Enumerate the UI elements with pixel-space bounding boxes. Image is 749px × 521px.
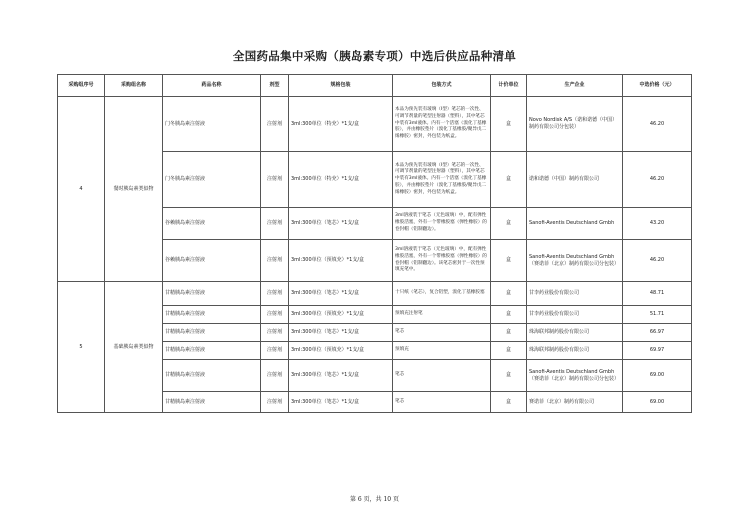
unit: 盒 (491, 360, 527, 392)
pack-method: 本品为预先装有玻璃（I型）笔芯的一次性、可调节剂量的笔型注射器（塑料），其中笔芯中装有3ml液体。内有一个活塞（溴化丁基橡胶），并由橡胶垫片（溴化丁基橡胶/聚异戊二烯橡胶）密封，外包装为纸盒。 (393, 97, 491, 152)
pack-method: 预填充 (393, 342, 491, 360)
price: 43.20 (623, 208, 692, 240)
header-unit: 计价单位 (491, 75, 527, 97)
unit: 盒 (491, 392, 527, 413)
spec: 3ml:300单位（特充）*1支/盒 (289, 97, 393, 152)
maker: 赛诺菲（北京）制药有限公司 (527, 392, 623, 413)
unit: 盒 (491, 240, 527, 282)
pack-method: 笔芯 (393, 324, 491, 342)
pack-method: 3ml溶液装于笔芯（无色玻璃）中，配有弹性橡胶活塞，外有一个带橡胶塞（弹性橡胶）的卷封帽（铝制翻边）。该笔芯密封于一次性预填充笔中。 (393, 240, 491, 282)
maker: Novo Nordisk A/S（诺和诺德（中国）制药有限公司分包装） (527, 97, 623, 152)
table-header-row (58, 75, 692, 97)
price: 51.71 (623, 306, 692, 324)
pack-method: 本品为预先装有玻璃（I型）笔芯的一次性、可调节剂量的笔型注射器（塑料），其中笔芯中装有3ml液体。内有一个活塞（溴化丁基橡胶），并由橡胶垫片（溴化丁基橡胶/聚异戊二烯橡胶）密封，外包装为纸盒。 (393, 152, 491, 208)
unit: 盒 (491, 324, 527, 342)
unit: 盒 (491, 342, 527, 360)
pack-method: 笔芯 (393, 392, 491, 413)
spec: 3ml:300单位（笔芯）*1支/盒 (289, 360, 393, 392)
maker: 甘李药业股份有限公司 (527, 306, 623, 324)
price: 48.71 (623, 282, 692, 306)
pack-method: 预填充注射笔 (393, 306, 491, 324)
header-spec: 规格包装 (289, 75, 393, 97)
price: 69.00 (623, 392, 692, 413)
dosage-form: 注射剂 (261, 342, 289, 360)
pack-method: 笔芯 (393, 360, 491, 392)
drug-name: 甘精胰岛素注射液 (163, 392, 261, 413)
header-drug-name: 药品名称 (163, 75, 261, 97)
drug-name: 甘精胰岛素注射液 (163, 324, 261, 342)
spec: 3ml:300单位（预填充）*1支/盒 (289, 342, 393, 360)
header-maker: 生产企业 (527, 75, 623, 97)
drug-name: 谷赖胰岛素注射液 (163, 208, 261, 240)
dosage-form: 注射剂 (261, 282, 289, 306)
price: 66.97 (623, 324, 692, 342)
group-name: 基础胰岛素类似物 (105, 282, 163, 413)
drug-name: 甘精胰岛素注射液 (163, 342, 261, 360)
dosage-form: 注射剂 (261, 208, 289, 240)
maker: 珠海联邦制药股份有限公司 (527, 342, 623, 360)
header-seq: 采购组序号 (58, 75, 105, 97)
unit: 盒 (491, 282, 527, 306)
page-footer: 第 6 页，共 10 页 (349, 496, 400, 503)
header-group-name: 采购组名称 (105, 75, 163, 97)
unit: 盒 (491, 208, 527, 240)
group-seq: 4 (58, 97, 105, 282)
pack-method: 十只纸（笔芯），复合铝塑，溴化丁基橡胶塞 (393, 282, 491, 306)
header-pack: 包装方式 (393, 75, 491, 97)
price: 46.20 (623, 97, 692, 152)
spec: 3ml:300单位（笔芯）*1支/盒 (289, 208, 393, 240)
page-title: 全国药品集中采购（胰岛素专项）中选后供应品种清单 (232, 49, 517, 63)
maker: 甘李药业股份有限公司 (527, 282, 623, 306)
maker: Sanofi-Aventis Deutschland Gmbh (527, 208, 623, 240)
table-row (58, 282, 692, 306)
dosage-form: 注射剂 (261, 392, 289, 413)
price: 46.20 (623, 240, 692, 282)
header-price: 中选价格（元） (623, 75, 692, 97)
price: 69.97 (623, 342, 692, 360)
drug-name: 甘精胰岛素注射液 (163, 306, 261, 324)
group-name: 餐时胰岛素类似物 (105, 97, 163, 282)
dosage-form: 注射剂 (261, 152, 289, 208)
dosage-form: 注射剂 (261, 324, 289, 342)
spec: 3ml:300单位（特充）*1支/盒 (289, 152, 393, 208)
group-seq: 5 (58, 282, 105, 413)
maker: Sanofi-Aventis Deutschland Gmbh（赛诺菲（北京）制药有限公司分包装） (527, 240, 623, 282)
maker: 珠海联邦制药股份有限公司 (527, 324, 623, 342)
price: 46.20 (623, 152, 692, 208)
supply-list-table (57, 74, 692, 413)
unit: 盒 (491, 152, 527, 208)
dosage-form: 注射剂 (261, 306, 289, 324)
unit: 盒 (491, 97, 527, 152)
header-form: 剂型 (261, 75, 289, 97)
spec: 3ml:300单位（预填充）*1支/盒 (289, 240, 393, 282)
pack-method: 3ml溶液装于笔芯（无色玻璃）中，配有弹性橡胶活塞，外有一个带橡胶塞（弹性橡胶）的卷封帽（铝制翻边）。 (393, 208, 491, 240)
spec: 3ml:300单位（笔芯）*1支/盒 (289, 324, 393, 342)
price: 69.00 (623, 360, 692, 392)
spec: 3ml:300单位（笔芯）*1支/盒 (289, 282, 393, 306)
drug-name: 门冬胰岛素注射液 (163, 97, 261, 152)
dosage-form: 注射剂 (261, 97, 289, 152)
dosage-form: 注射剂 (261, 360, 289, 392)
drug-name: 甘精胰岛素注射液 (163, 360, 261, 392)
spec: 3ml:300单位（笔芯）*1支/盒 (289, 392, 393, 413)
drug-name: 甘精胰岛素注射液 (163, 282, 261, 306)
maker: 诺和诺德（中国）制药有限公司 (527, 152, 623, 208)
dosage-form: 注射剂 (261, 240, 289, 282)
drug-name: 谷赖胰岛素注射液 (163, 240, 261, 282)
drug-name: 门冬胰岛素注射液 (163, 152, 261, 208)
maker: Sanofi-Aventis Deutschland Gmbh（赛诺菲（北京）制药有限公司分包装） (527, 360, 623, 392)
spec: 3ml:300单位（预填充）*1支/盒 (289, 306, 393, 324)
table-row (58, 97, 692, 152)
unit: 盒 (491, 306, 527, 324)
